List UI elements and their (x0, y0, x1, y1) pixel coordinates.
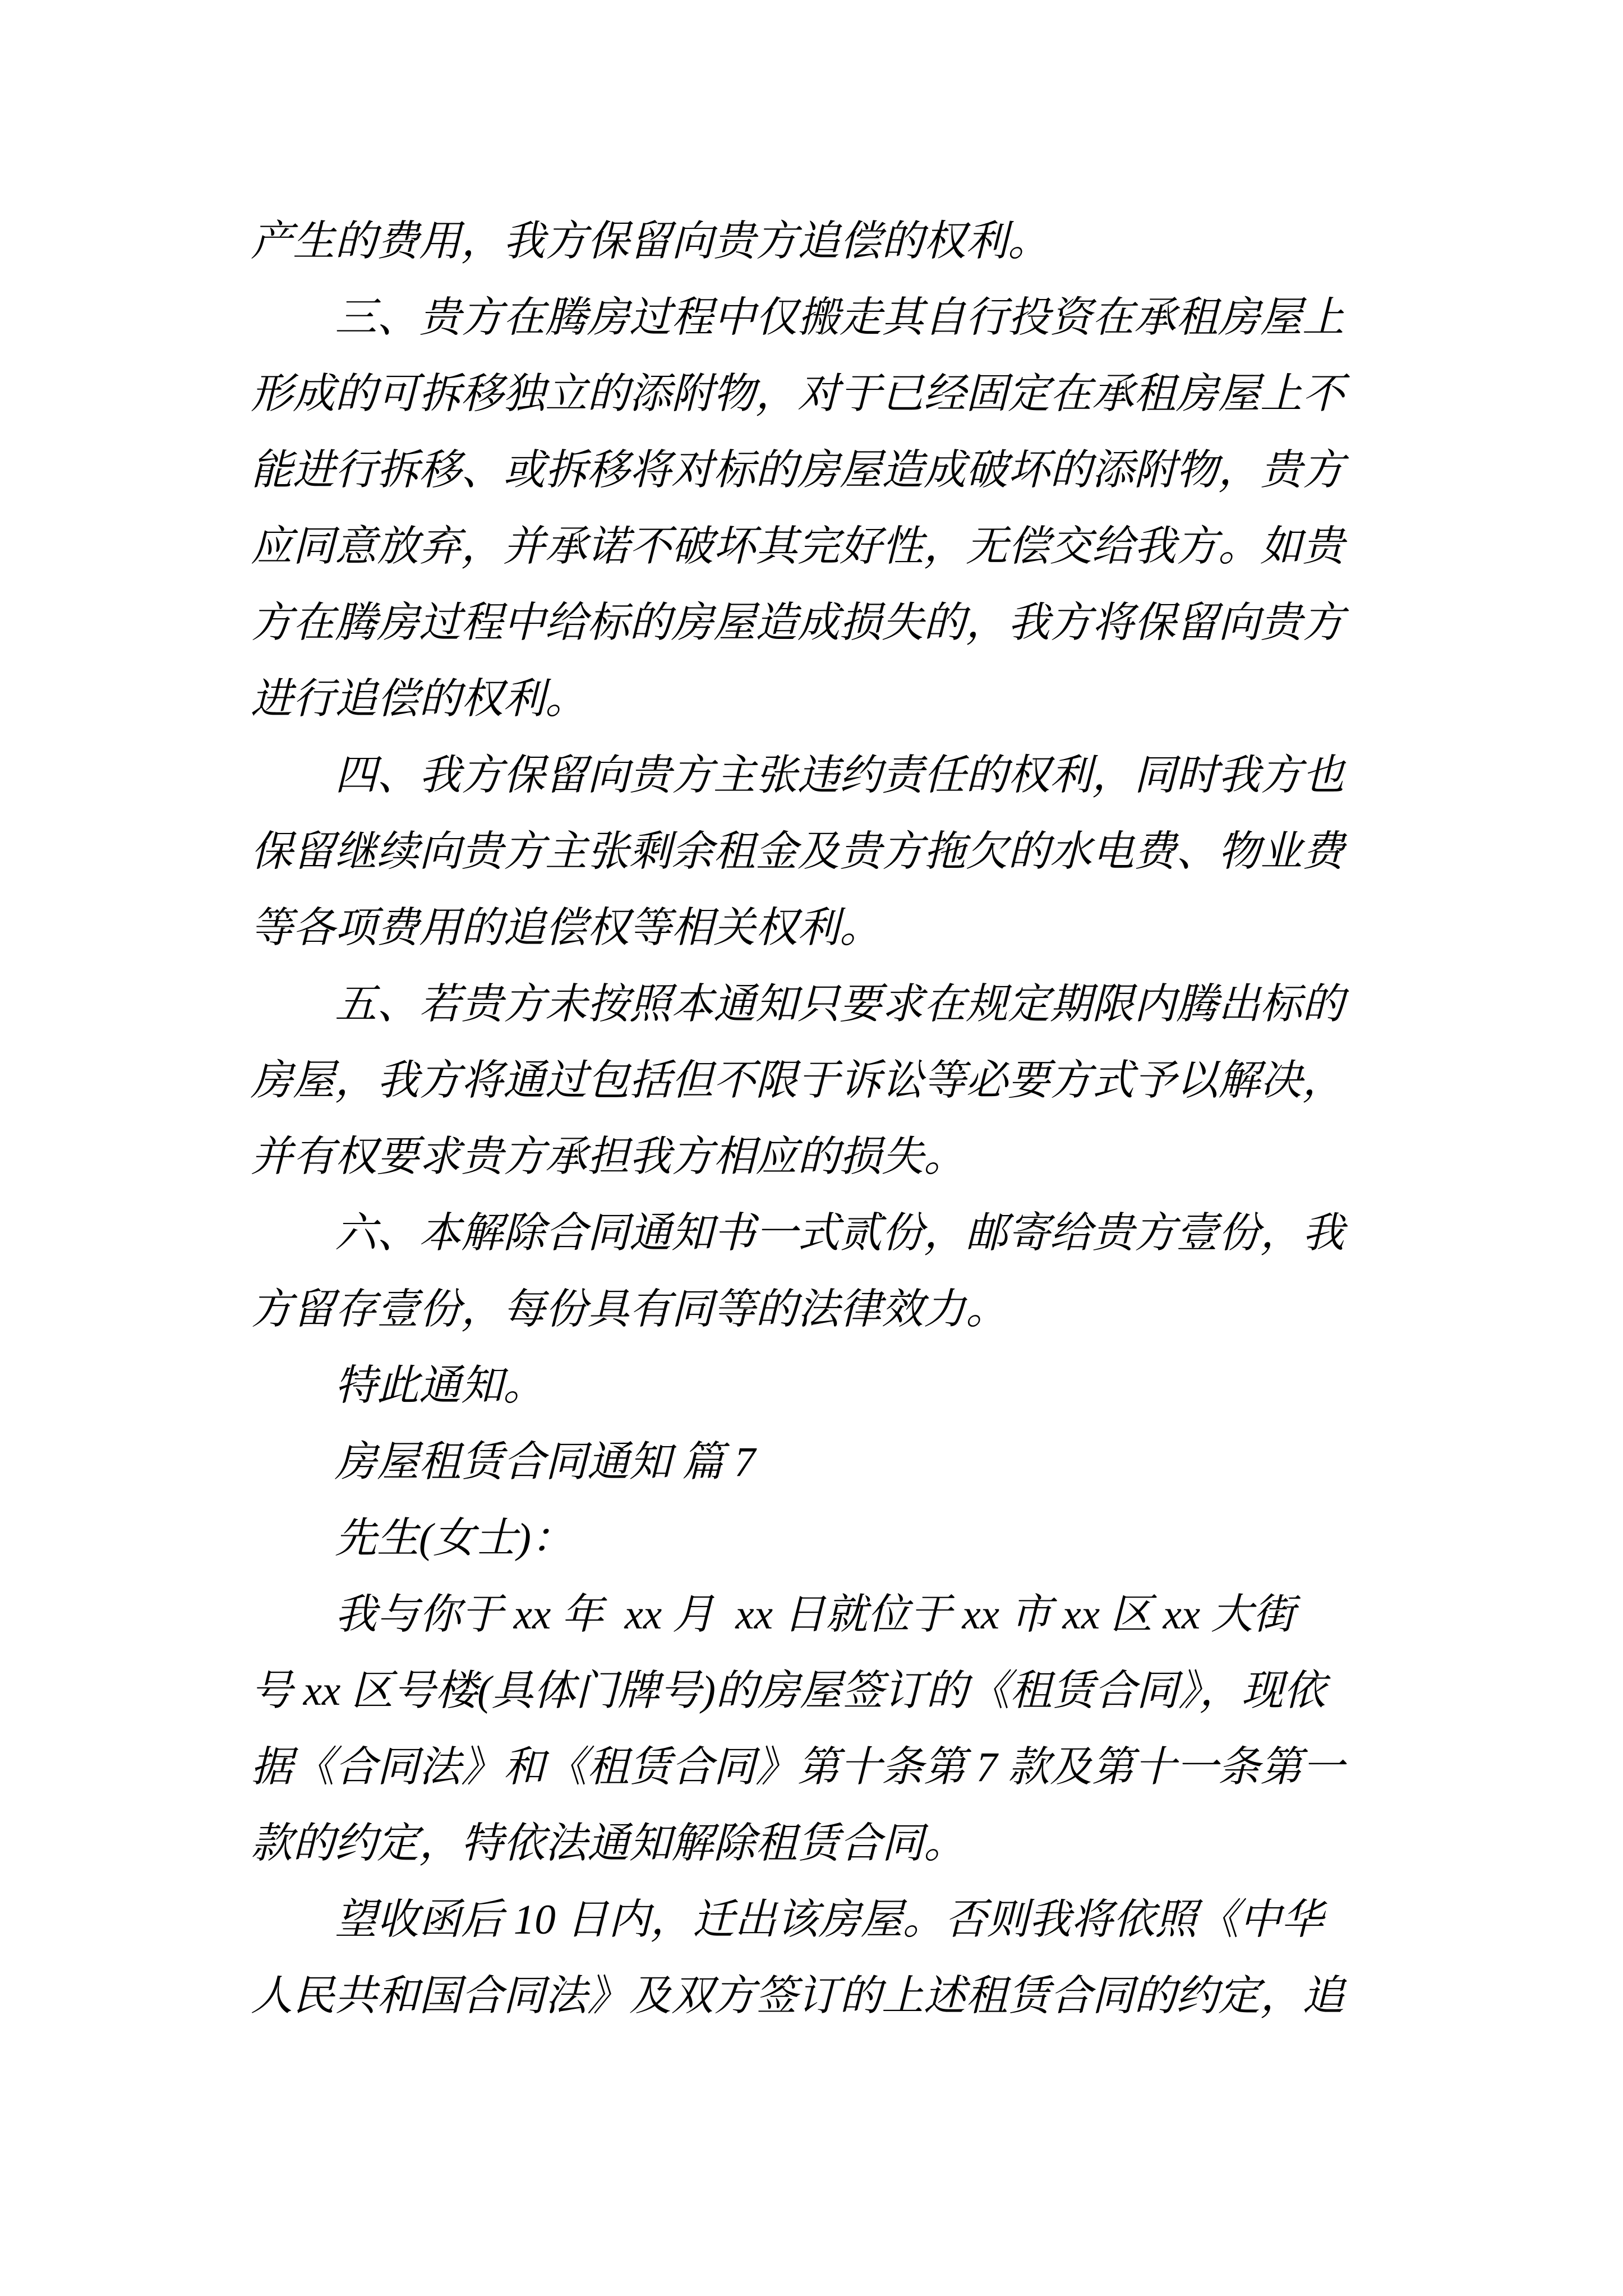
text-line: 先生(女士)： (335, 1515, 573, 1562)
text-line: 据《合同法》和《租赁合同》第十条第 7 款及第十一条第一 (251, 1744, 1345, 1791)
text-line: 产生的费用，我方保留向贵方追偿的权利。 (251, 218, 1050, 265)
text-line: 望收函后 10 日内，迁出该房屋。否则我将依照《中华 (335, 1897, 1324, 1943)
text-line: 能进行拆移、或拆移将对标的房屋造成破坏的添附物，贵方 (251, 447, 1345, 494)
text-line: 房屋，我方将通过包括但不限于诉讼等必要方式予以解决， (251, 1057, 1345, 1104)
text-line: 方在腾房过程中给标的房屋造成损失的，我方将保留向贵方 (251, 600, 1345, 646)
text-line: 应同意放弃，并承诺不破坏其完好性，无偿交给我方。如贵 (251, 523, 1345, 570)
document-text-block (251, 204, 1406, 2035)
text-line: 房屋租赁合同通知 篇 7 (335, 1439, 756, 1485)
text-line: 四、我方保留向贵方主张违约责任的权利，同时我方也 (335, 752, 1345, 799)
text-line: 五、若贵方未按照本通知只要求在规定期限内腾出标的 (335, 981, 1345, 1028)
text-line: 特此通知。 (335, 1363, 546, 1409)
text-line: 我与你于 xx 年 xx 月 xx 日就位于 xx 市 xx 区 xx 大街 (335, 1591, 1295, 1638)
text-line: 款的约定，特依法通知解除租赁合同。 (251, 1820, 966, 1867)
text-line: 方留存壹份，每份具有同等的法律效力。 (251, 1286, 1008, 1333)
text-line: 进行追偿的权利。 (251, 676, 588, 723)
text-line: 三、贵方在腾房过程中仅搬走其自行投资在承租房屋上 (335, 295, 1345, 341)
text-line: 等各项费用的追偿权等相关权利。 (251, 905, 882, 951)
text-line: 六、本解除合同通知书一式贰份，邮寄给贵方壹份，我 (335, 1210, 1345, 1257)
text-line: 并有权要求贵方承担我方相应的损失。 (251, 1134, 966, 1180)
text-line: 形成的可拆移独立的添附物，对于已经固定在承租房屋上不 (251, 371, 1345, 417)
text-line: 保留继续向贵方主张剩余租金及贵方拖欠的水电费、物业费 (251, 829, 1345, 875)
text-line: 人民共和国合同法》及双方签订的上述租赁合同的约定，追 (251, 1973, 1345, 2019)
text-line: 号 xx 区号楼(具体门牌号)的房屋签订的《租赁合同》，现依 (251, 1668, 1326, 1714)
